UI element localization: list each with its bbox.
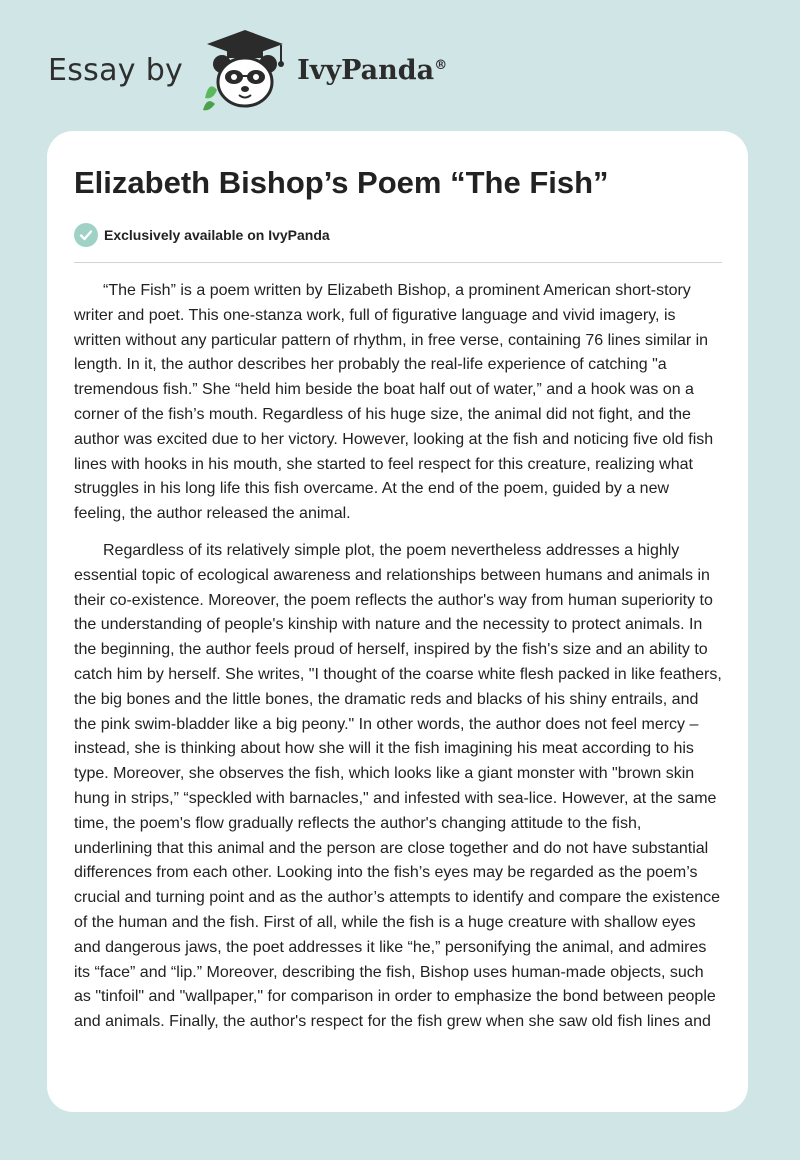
paragraph: Regardless of its relatively simple plot, the poem nevertheless addresses a highly essential topic of ecological awareness and relationships between humans and animals in their co-existence. Moreover, the poem reflects the author's way from human superiority to the understanding of people's kinship with nature and the necessity to protect animals. In the beginning, the author feels proud of herself, inspired by the fish's size and an ability to catch him by herself. She writes, "I thought of the coarse white flesh packed in like feathers, the big bones and the little bones, the dramatic reds and blacks of his shiny entrails, and the pink swim-bladder like a big peony." In other words, the author does not feel mercy – instead, she is thinking about how she will it the fish imagining his meat according to his type. Moreover, she observes the fish, which looks like a giant monster with "brown skin hung in strips,” “speckled with barnacles," and infested with sea-lice. However, at the same time, the poem's flow gradually reflects the author's changing attitude to the fish, underlining that this animal and the person are close together and do not have substantial differences from each other. Looking into the fish’s eyes may be regarded as the poem’s crucial and turning point and as the author’s attempts to identify and compare the existence of the human and the fish. First of all, while the fish is a huge creature with shallow eyes and dangerous jaws, the poet addresses it like “he,” personifying the animal, and admires its “face” and “lip.” Moreover, describing the fish, Bishop uses human-made objects, such as "tinfoil" and "wallpaper," for comparison in order to emphasize the bond between people and animals. Finally, the author's respect for the fish grew when she saw old fish lines and: [74, 541, 722, 1031]
paragraph: “The Fish” is a poem written by Elizabeth Bishop, a prominent American short-story writer and poet. This one-stanza work, full of figurative language and vivid imagery, is written without any particular pattern of rhythm, in free verse, containing 76 lines similar in length. In it, the author describes her probably the real-life experience of catching "a tremendous fish.” She “held him beside the boat half out of water,” and a hook was on a corner of the fish’s mouth. Regardless of his huge size, the animal did not fight, and the author was excited due to her victory. However, looking at the fish and noticing five old fish lines with hooks in his mouth, she started to feel respect for this creature, realizing what struggles in his long life this fish overcame. At the end of the poem, guided by a new feeling, the author released the animal.: [74, 282, 714, 523]
page-title: Elizabeth Bishop’s Poem “The Fish”: [74, 165, 609, 200]
brand-name[interactable]: [297, 55, 447, 86]
divider: [74, 262, 722, 263]
exclusive-badge: [74, 223, 330, 247]
panda-graduate-icon[interactable]: [197, 28, 293, 112]
badge-label: Exclusively available on IvyPanda: [104, 227, 330, 243]
essay-by-label: Essay by: [48, 52, 184, 88]
essay-card: [47, 131, 748, 1112]
essay-body: [74, 279, 722, 1047]
check-circle-icon: [74, 223, 98, 247]
registered-mark: ®: [434, 57, 448, 73]
brand-text: IvyPanda: [297, 54, 435, 86]
site-header: [48, 28, 748, 112]
